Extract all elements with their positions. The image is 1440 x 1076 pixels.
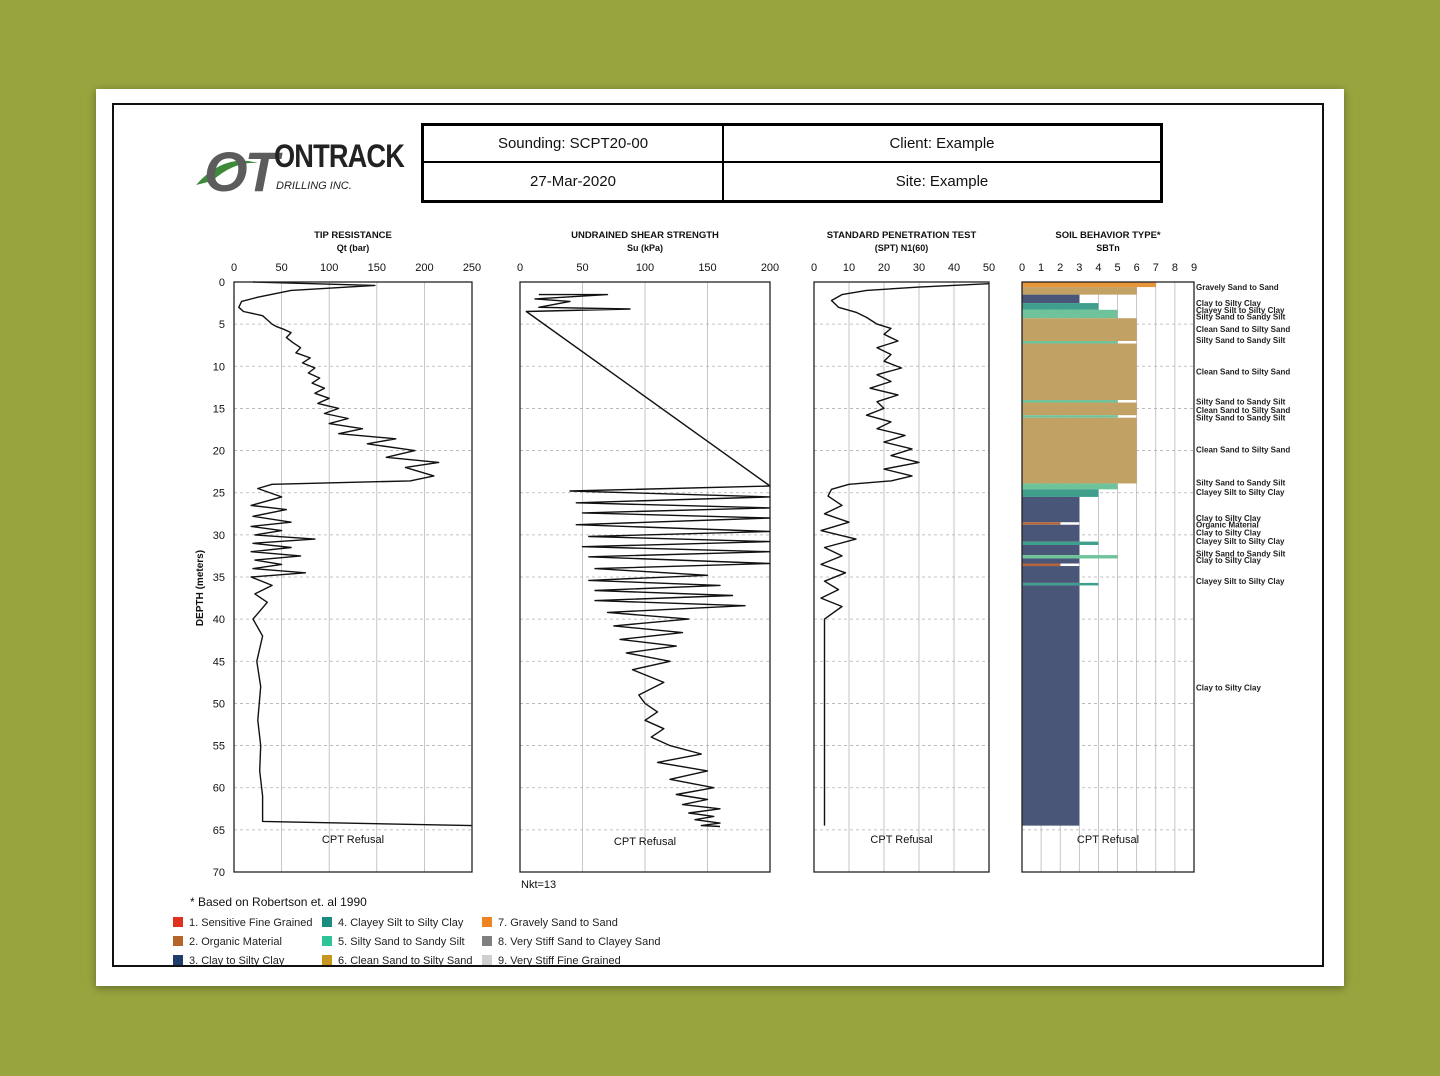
sbt-layer-label: Clean Sand to Silty Sand <box>1196 367 1291 377</box>
chart3-subtitle: (SPT) N1(60) <box>874 243 929 253</box>
chart4-sbt-bar <box>1022 585 1079 825</box>
site-cell: Site: Example <box>895 173 989 190</box>
date-cell: 27-Mar-2020 <box>424 163 724 200</box>
sbt-layer-label: Clayey Silt to Silty Clay <box>1196 536 1285 546</box>
chart2-refusal-label: CPT Refusal <box>613 836 677 848</box>
sbt-layer-label: Clean Sand to Silty Sand <box>1196 325 1291 335</box>
sbt-layer-label: Clean Sand to Silty Sand <box>1196 445 1291 455</box>
chart4-sbt-bar <box>1022 415 1118 418</box>
legend-label: 9. Very Stiff Fine Grained <box>498 955 621 967</box>
chart3-x-tick-label: 40 <box>947 262 961 274</box>
chart3-x-tick-label: 50 <box>982 262 996 274</box>
depth-tick-label: 60 <box>212 782 225 795</box>
depth-tick-label: 40 <box>212 614 225 627</box>
sbt-layer-label: Clay to Silty Clay <box>1196 683 1261 693</box>
chart1-x-tick-label: 0 <box>230 262 238 274</box>
legend-label: 2. Organic Material <box>189 936 282 948</box>
depth-tick-label: 0 <box>218 277 225 289</box>
depth-tick-label: 35 <box>212 572 225 584</box>
chart4-sbt-bar <box>1022 310 1118 318</box>
chart2-x-tick-label: 100 <box>635 262 655 274</box>
chart3-x-tick-label: 10 <box>842 262 856 274</box>
chart4-sbt-bar <box>1022 400 1118 403</box>
chart4-sbt-bar <box>1022 497 1079 522</box>
sbt-layer-label: Clayey Silt to Silty Clay <box>1196 305 1285 315</box>
chart4-sbt-bar <box>1022 295 1079 303</box>
footnote: * Based on Robertson et. al 1990 <box>190 895 367 909</box>
chart2-x-tick-label: 150 <box>698 262 717 274</box>
chart4-sbt-bar <box>1022 555 1118 558</box>
sbt-layer-label: Silty Sand to Sandy Silt <box>1196 397 1286 407</box>
chart4-x-tick-label: 9 <box>1190 262 1198 274</box>
chart1-subtitle: Qt (bar) <box>336 243 370 253</box>
chart1-refusal-label: CPT Refusal <box>321 834 385 846</box>
depth-tick-label: 45 <box>212 656 225 669</box>
chart4-x-tick-label: 3 <box>1076 262 1083 274</box>
chart4-sbt-bar <box>1022 418 1137 484</box>
logo-mark: OT <box>204 140 276 201</box>
chart3-refusal-label: CPT Refusal <box>870 834 933 846</box>
chart4-sbt-bar <box>1022 341 1118 344</box>
chart3-x-tick-label: 0 <box>810 262 818 274</box>
sbt-layer-label: Silty Sand to Sandy Silt <box>1196 336 1286 346</box>
depth-tick-label: 20 <box>212 445 225 458</box>
chart1-x-tick-label: 100 <box>320 262 339 274</box>
legend-swatch <box>322 917 332 927</box>
chart4-sbt-bar <box>1022 522 1060 525</box>
legend-swatch <box>322 936 332 946</box>
legend-label: 1. Sensitive Fine Grained <box>189 917 313 929</box>
chart1-title: TIP RESISTANCE <box>314 230 392 241</box>
depth-tick-label: 10 <box>212 361 225 374</box>
sbt-layer-label: Clay to Silty Clay <box>1196 514 1261 523</box>
depth-tick-label: 30 <box>212 529 225 542</box>
chart3-title: STANDARD PENETRATION TEST <box>826 230 977 241</box>
client-cell: Client: Example <box>724 126 1160 163</box>
sbt-layer-label: Clay to Silty Clay <box>1196 528 1261 538</box>
chart2-title: UNDRAINED SHEAR STRENGTH <box>571 230 719 241</box>
chart4-x-tick-label: 1 <box>1038 262 1045 274</box>
chart2-x-tick-label: 50 <box>576 262 589 274</box>
legend-label: 5. Silty Sand to Sandy Silt <box>338 936 465 948</box>
chart4-sbt-bar <box>1022 558 1079 563</box>
sbt-layer-label: Clay to Silty Clay <box>1196 556 1261 566</box>
chart1-series-line <box>239 282 472 826</box>
depth-tick-label: 15 <box>212 403 225 416</box>
depth-tick-label: 65 <box>212 824 225 837</box>
chart4-title: SOIL BEHAVIOR TYPE* <box>1055 230 1161 241</box>
chart2-x-tick-label: 200 <box>760 262 780 274</box>
chart1-plot-frame <box>234 282 472 872</box>
chart4-sbt-bar <box>1022 583 1098 586</box>
chart4-sbt-bar <box>1022 318 1137 341</box>
chart1-x-tick-label: 200 <box>415 262 434 274</box>
chart3-series-line <box>821 284 989 826</box>
sounding-cell: Sounding: SCPT20-00 <box>424 126 724 163</box>
chart4-subtitle: SBTn <box>1096 243 1120 253</box>
chart4-sbt-bar <box>1022 545 1079 555</box>
sbt-layer-label: Silty Sand to Sandy Silt <box>1196 413 1286 423</box>
logo-name: ONTRACK <box>274 138 405 174</box>
depth-axis-label: DEPTH (meters) <box>195 549 206 627</box>
chart4-sbt-bar <box>1022 282 1156 287</box>
sbt-layer-label: Clayey Silt to Silty Clay <box>1196 487 1285 497</box>
chart4-sbt-bar <box>1022 344 1137 400</box>
sbt-layer-label: Clean Sand to Silty Sand <box>1196 406 1291 416</box>
chart4-sbt-bar <box>1022 489 1098 497</box>
sbt-layer-label: Silty Sand to Sandy Silt <box>1196 478 1286 488</box>
legend-swatch <box>173 936 183 946</box>
chart4-sbt-bar <box>1022 566 1079 583</box>
depth-tick-label: 25 <box>212 487 225 500</box>
chart4-sbt-bar <box>1022 564 1060 567</box>
depth-tick-label: 55 <box>212 740 225 753</box>
legend-label: 3. Clay to Silty Clay <box>189 955 285 967</box>
chart4-x-tick-label: 4 <box>1095 262 1102 274</box>
legend-label: 4. Clayey Silt to Silty Clay <box>338 917 464 929</box>
legend-swatch <box>482 917 492 927</box>
sbt-layer-label: Clayey Silt to Silty Clay <box>1196 577 1285 587</box>
legend-swatch <box>173 955 183 965</box>
chart2-x-tick-label: 0 <box>516 262 524 274</box>
legend-swatch <box>482 936 492 946</box>
chart3-x-tick-label: 20 <box>877 262 891 274</box>
chart4-x-tick-label: 5 <box>1114 262 1121 274</box>
legend-label: 7. Gravely Sand to Sand <box>498 917 618 929</box>
chart4-x-tick-label: 8 <box>1171 262 1178 274</box>
chart3-x-tick-label: 30 <box>912 262 926 274</box>
legend-swatch <box>322 955 332 965</box>
depth-tick-label: 5 <box>218 319 225 332</box>
sbt-layer-label: Gravely Sand to Sand <box>1196 283 1279 293</box>
depth-tick-label: 50 <box>212 698 225 711</box>
depth-tick-label: 70 <box>212 867 225 879</box>
chart1-x-tick-label: 250 <box>462 262 482 274</box>
chart4-sbt-bar <box>1022 287 1137 295</box>
logo-subtitle: DRILLING INC. <box>276 180 352 192</box>
legend-label: 8. Very Stiff Sand to Clayey Sand <box>498 936 661 948</box>
legend-label: 6. Clean Sand to Silty Sand <box>338 955 473 967</box>
chart4-sbt-bar <box>1022 542 1098 545</box>
chart4-x-tick-label: 2 <box>1057 262 1064 274</box>
nkt-label: Nkt=13 <box>521 879 557 891</box>
chart4-x-tick-label: 7 <box>1152 262 1159 274</box>
chart4-sbt-bar <box>1022 303 1098 310</box>
chart1-x-tick-label: 150 <box>367 262 386 274</box>
chart4-sbt-bar <box>1022 483 1118 489</box>
chart4-x-tick-label: 0 <box>1018 262 1026 274</box>
legend-swatch <box>173 917 183 927</box>
sbt-layer-label: Silty Sand to Sandy Silt <box>1196 312 1286 322</box>
chart4-sbt-bar <box>1022 403 1137 416</box>
chart2-subtitle: Su (kPa) <box>626 243 664 253</box>
sbt-layer-label: Silty Sand to Sandy Silt <box>1196 549 1286 559</box>
chart4-sbt-bar <box>1022 525 1079 542</box>
sbt-layer-label: Clay to Silty Clay <box>1196 299 1261 309</box>
chart4-refusal-label: CPT Refusal <box>1076 834 1140 846</box>
legend-swatch <box>482 955 492 965</box>
chart4-x-tick-label: 6 <box>1133 262 1140 274</box>
sbt-layer-label: Organic Material <box>1196 520 1259 530</box>
chart1-x-tick-label: 50 <box>275 262 288 274</box>
chart2-series-line <box>526 295 770 827</box>
